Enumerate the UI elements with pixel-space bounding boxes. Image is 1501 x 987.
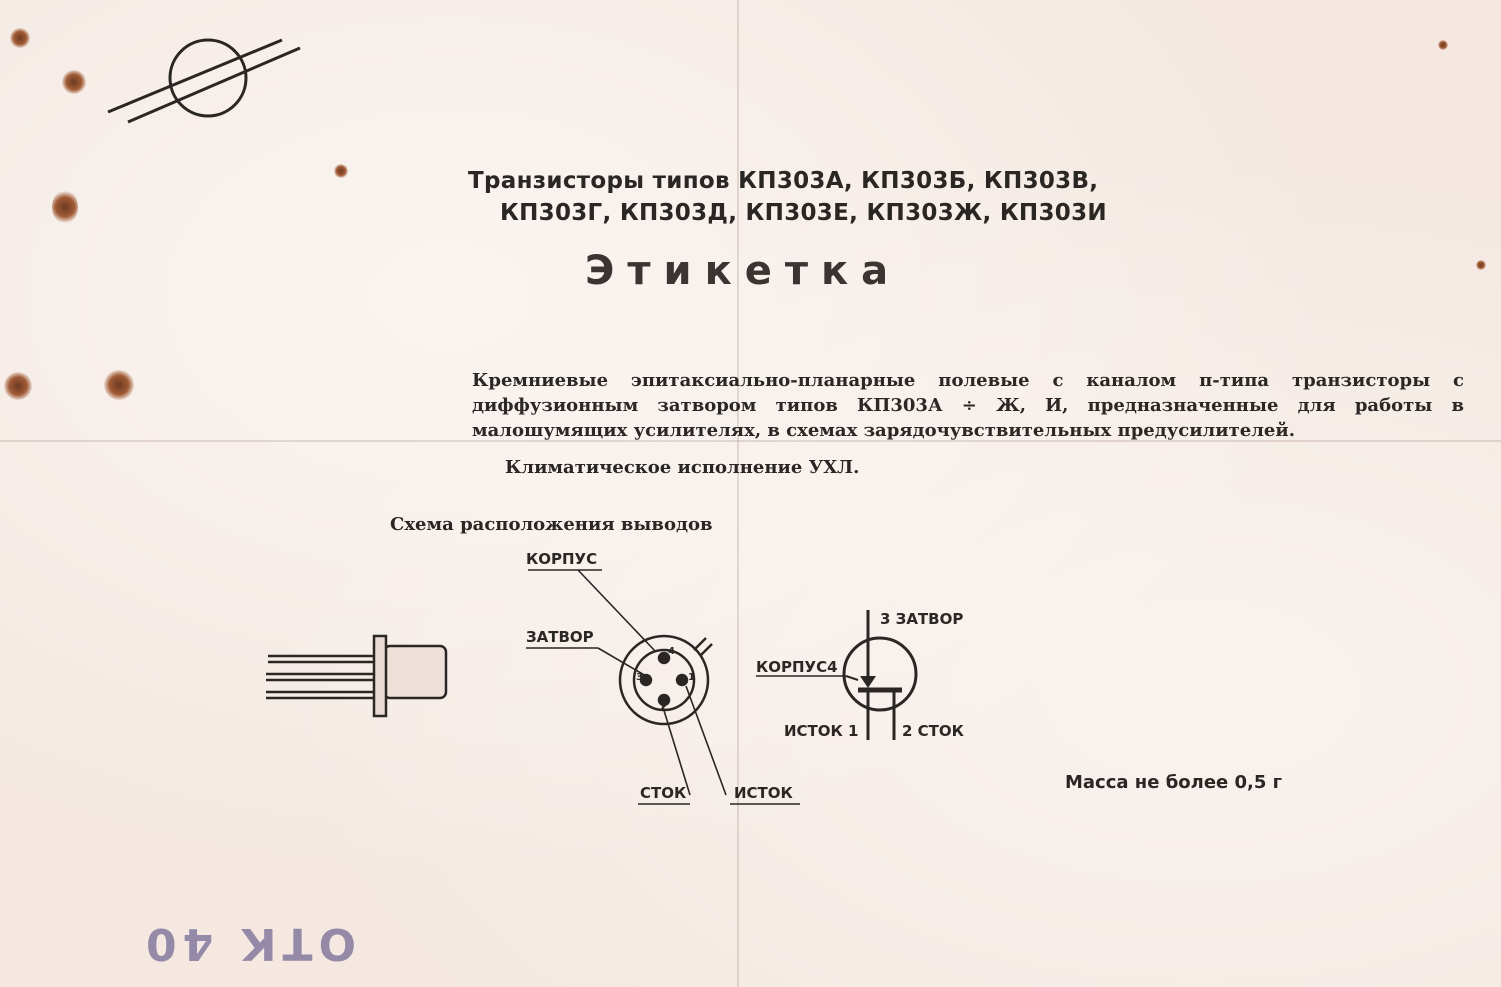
pinout-label-drain: СТОК xyxy=(640,784,687,802)
title-line-2: КП303Г, КП303Д, КП303Е, КП303Ж, КП303И xyxy=(500,200,1107,226)
pinout-label-gate: ЗАТВОР xyxy=(526,628,594,646)
symbol-label-drain: 2 СТОК xyxy=(902,722,964,740)
description-paragraph: Кремниевые эпитаксиально-планарные полевые с каналом п-типа транзисторы с диффузионным затвором типов КП303А ÷ Ж, И, предназначенные для работы в малошумящих усилителях, в схемах зарядочувствительных предусилителей. xyxy=(472,370,1464,441)
logo-icon xyxy=(108,40,300,122)
mass-text: Масса не более 0,5 г xyxy=(1065,772,1283,793)
symbol-label-gate: 3 ЗАТВОР xyxy=(880,610,964,628)
pin-number-3: 3 xyxy=(636,672,643,683)
pinout-label-case: КОРПУС xyxy=(526,550,598,568)
pinout-bottom-view xyxy=(526,570,800,804)
pin-number-2: 2 xyxy=(660,702,667,713)
pin-number-1: 1 xyxy=(688,672,695,683)
symbol-label-case: КОРПУС4 xyxy=(756,658,838,676)
label-heading: Этикетка xyxy=(585,248,902,294)
pin-number-4: 4 xyxy=(668,646,675,657)
otk-stamp: ОТК 40 xyxy=(140,918,356,969)
symbol-label-source: ИСТОК 1 xyxy=(784,722,859,740)
climate-text: Климатическое исполнение УХЛ. xyxy=(505,457,860,478)
transistor-side-view xyxy=(266,636,446,716)
title-line-1: Транзисторы типов КП303А, КП303Б, КП303В, xyxy=(468,168,1099,194)
pinout-title: Схема расположения выводов xyxy=(390,514,713,535)
pinout-label-source: ИСТОК xyxy=(734,784,793,802)
